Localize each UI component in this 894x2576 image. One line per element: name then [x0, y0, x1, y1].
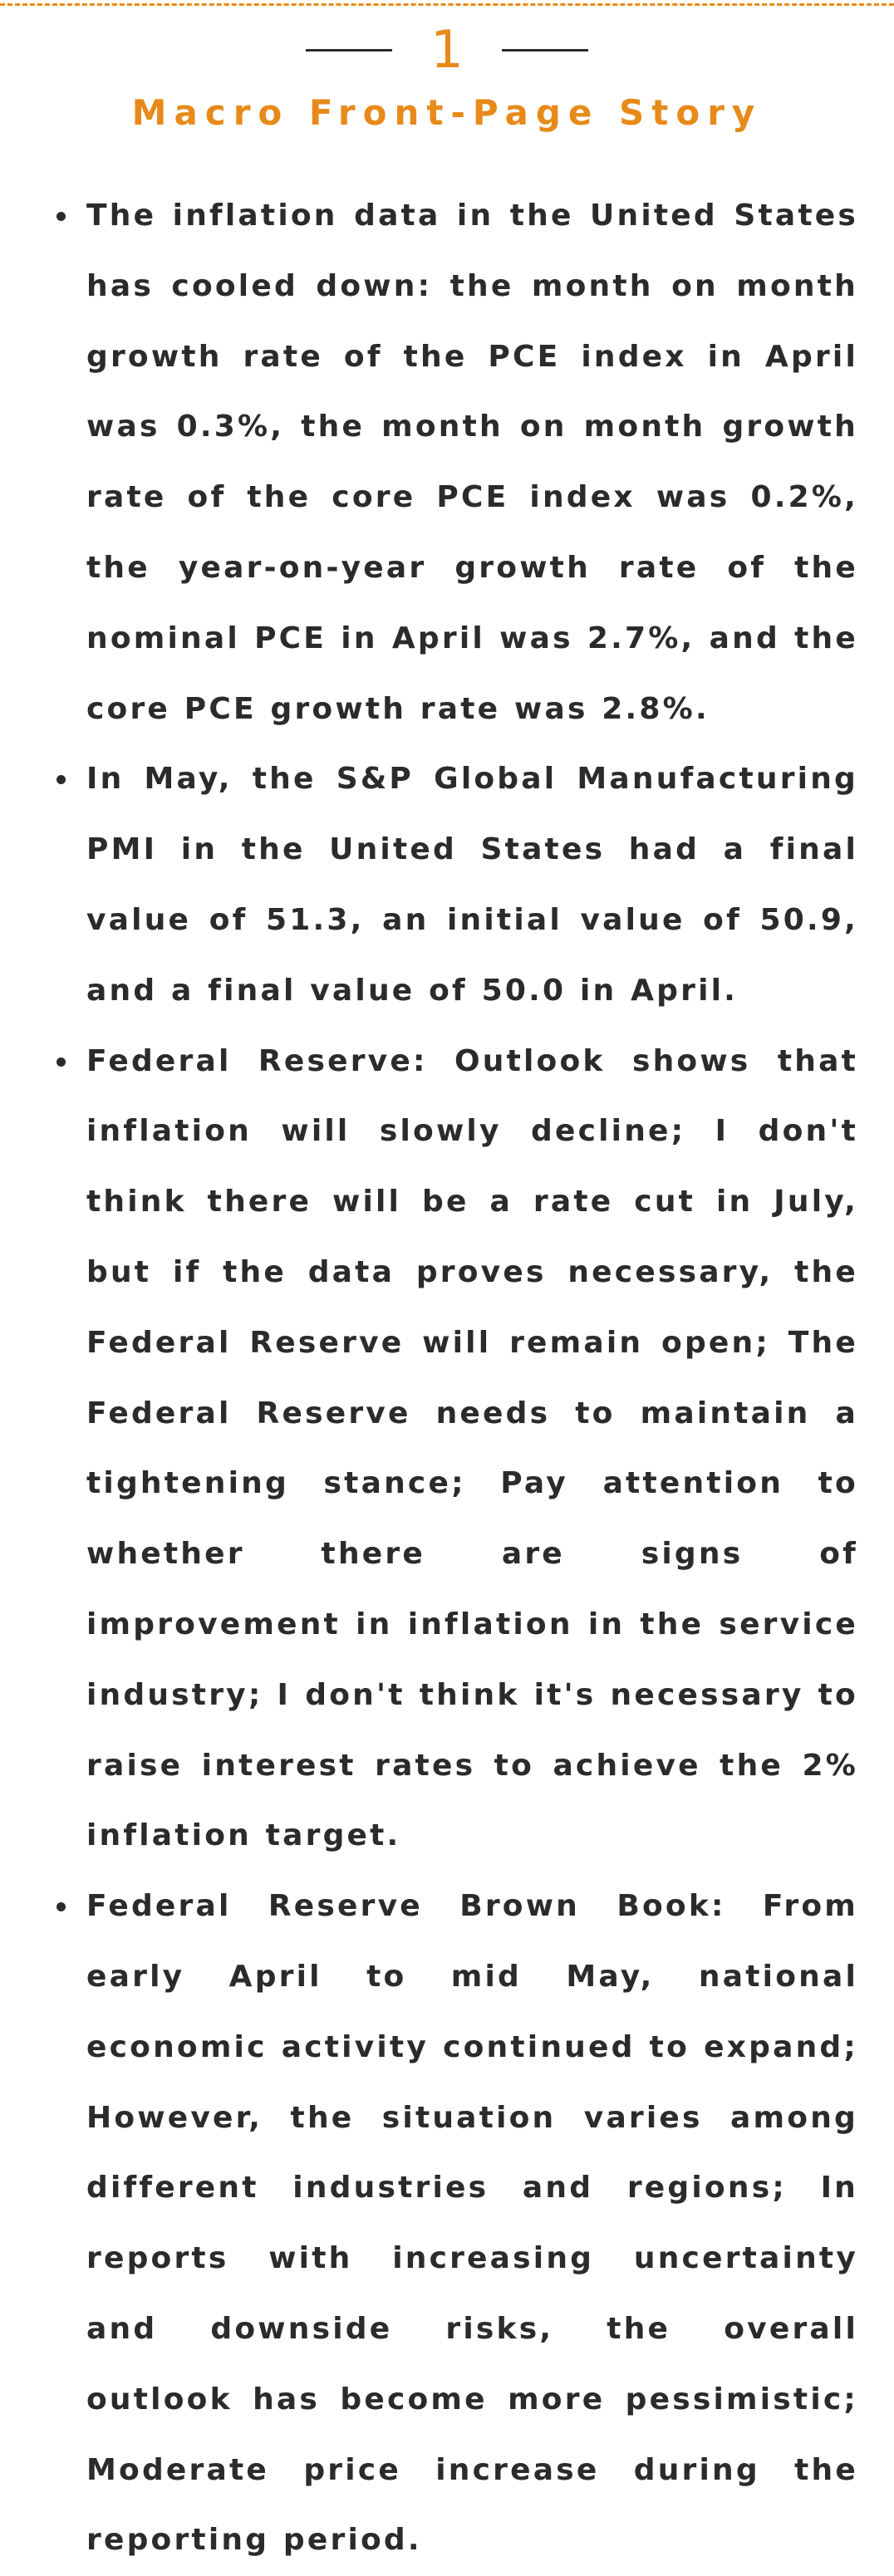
- bullet-item-inflation: [52, 181, 858, 744]
- bullet-text: The inflation data in the United States has cooled down: the month on month growth rate of the PCE index in April was 0.3%, the month on month growth rate of the core PCE index was 0.2%, the year-on-year growth rate of the nominal PCE in April was 2.7%, and the core PCE growth rate was 2.8%.: [86, 199, 858, 726]
- section-header: [0, 18, 894, 135]
- bullet-text: Federal Reserve Brown Book: From early April to mid May, national economic activity continued to expand; However, the situation varies among different industries and regions; In reports with increasing uncertainty and downside risks, the overall outlook has become more pessimistic; Moderate price increase during the reporting period.: [86, 1889, 858, 2558]
- section-title: Macro Front-Page Story: [131, 92, 763, 133]
- bullet-dot-icon: [56, 775, 66, 784]
- bullet-item-pmi: [52, 744, 858, 1026]
- bullet-text: Federal Reserve: Outlook shows that inflation will slowly decline; I don't think there will be a rate cut in July, but if the data proves necessary, the Federal Reserve will remain open; The Federal Reserve needs to maintain a tightening stance; Pay attention to whether there are signs of improvement in inflation in the service industry; I don't think it's necessary to raise interest rates to achieve the 2% inflation target.: [86, 1043, 858, 1853]
- bullet-dot-icon: [56, 1057, 66, 1067]
- bullet-item-brown-book: [52, 1872, 858, 2576]
- bullet-list: [52, 181, 858, 2576]
- bullet-dot-icon: [56, 1902, 66, 1911]
- bullet-item-federal-reserve: [52, 1027, 858, 1872]
- bullet-text: In May, the S&P Global Manufacturing PMI in the United States had a final value of 51.3, an initial value of 50.9, and a final value of 50.0 in April.: [86, 762, 858, 1008]
- section-number: 1: [430, 19, 464, 80]
- bullet-dot-icon: [56, 212, 66, 221]
- section-number-row: [0, 18, 894, 81]
- dashed-top-divider: [0, 3, 894, 6]
- number-right-line: [502, 49, 588, 52]
- number-left-line: [306, 49, 392, 52]
